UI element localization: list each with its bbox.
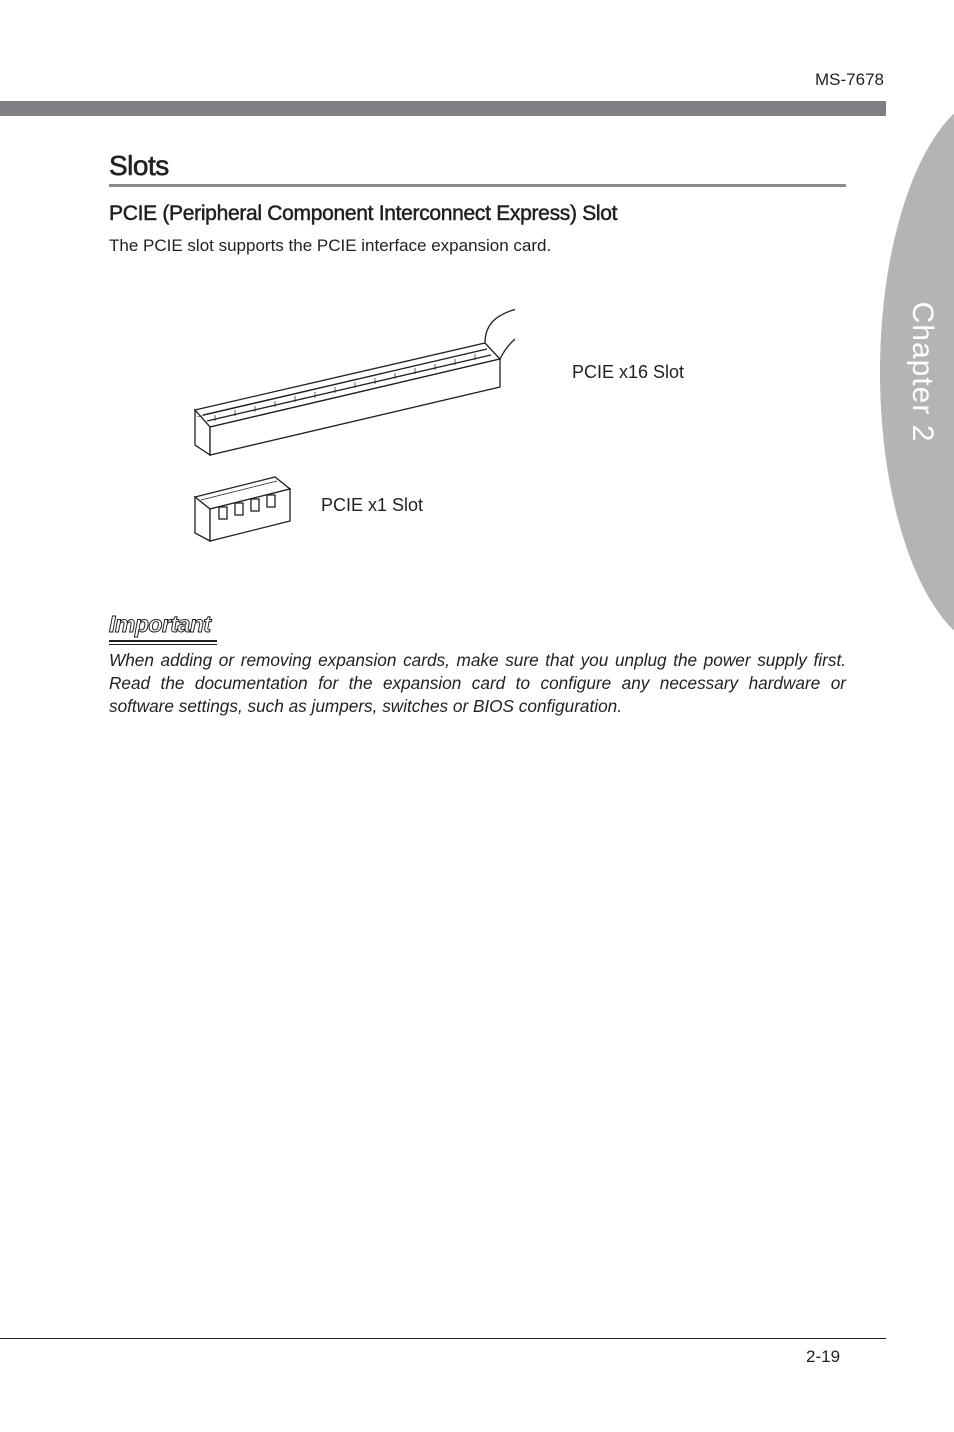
header-bar <box>0 101 886 116</box>
pcie-x16-label: PCIE x16 Slot <box>572 362 685 382</box>
important-underline-thin <box>109 644 217 645</box>
important-heading: Important <box>109 611 211 637</box>
footer-rule <box>0 1338 886 1339</box>
pcie-x16-slot-illustration <box>195 283 515 455</box>
intro-text: The PCIE slot supports the PCIE interface expansion card. <box>109 236 552 255</box>
important-underline <box>109 640 217 642</box>
model-number: MS-7678 <box>815 70 884 89</box>
important-note-text: When adding or removing expansion cards, make sure that you unplug the power supply first. Read the documentation for the expansion card to configure any necessary hardware or software settings, such as jumpers, switches or BIOS configuration. <box>109 650 846 716</box>
subsection-title: PCIE (Peripheral Component Interconnect Express) Slot <box>109 202 618 225</box>
section-title: Slots <box>109 150 169 181</box>
pcie-x1-label: PCIE x1 Slot <box>321 495 424 515</box>
pcie-x1-slot-illustration <box>195 477 290 541</box>
section-title-rule <box>109 184 846 187</box>
page-number: 2-19 <box>806 1347 841 1366</box>
chapter-label: Chapter 2 <box>906 301 939 443</box>
